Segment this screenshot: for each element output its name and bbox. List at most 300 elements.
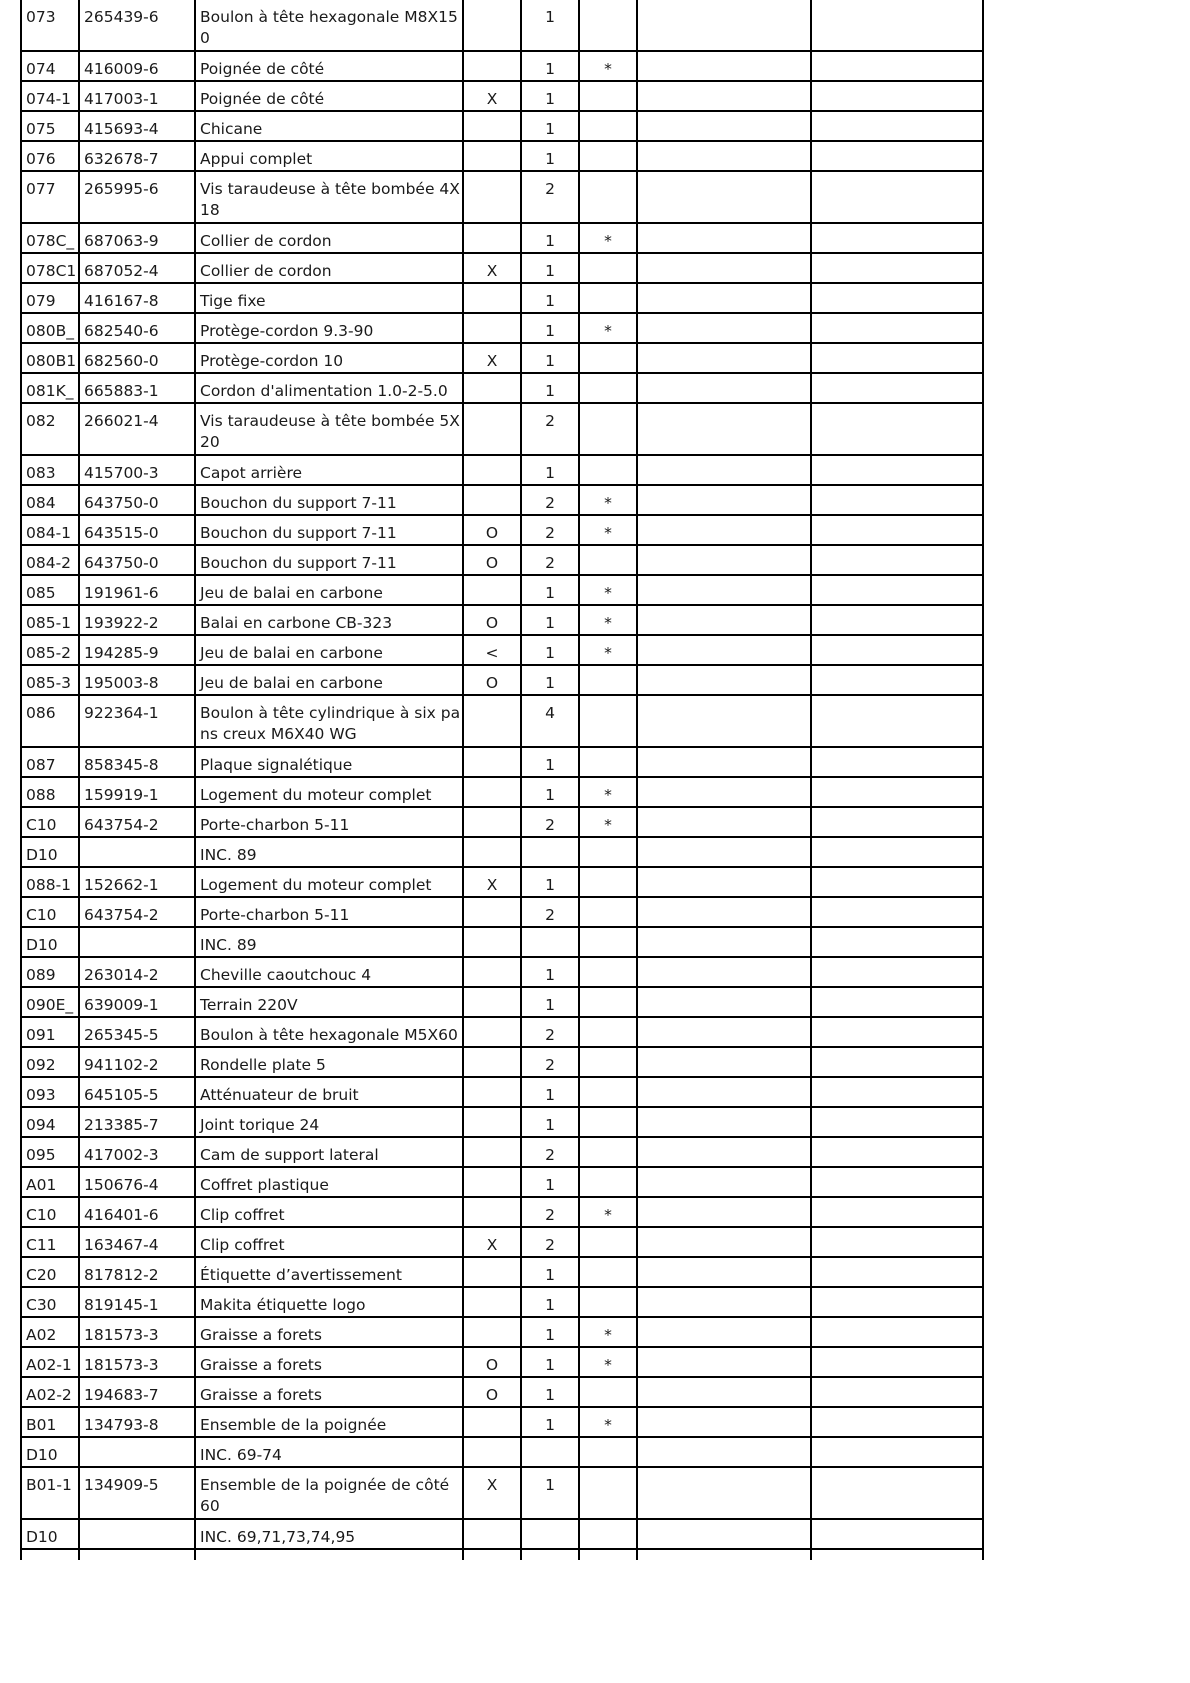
quantity-cell <box>521 403 579 455</box>
part-no-text: 163467-4 <box>84 1236 159 1254</box>
note-text <box>580 1168 636 1175</box>
part-no-text: 265995-6 <box>84 180 159 198</box>
item-no-cell <box>21 1377 79 1407</box>
item-no-cell <box>21 1137 79 1167</box>
marker-text <box>464 1078 520 1085</box>
part-no-text: 265345-5 <box>84 1026 159 1044</box>
part-no-text: 416401-6 <box>84 1206 159 1224</box>
quantity-cell <box>521 1047 579 1077</box>
table-row <box>21 223 983 253</box>
description-cell <box>195 343 463 373</box>
table-row <box>21 403 983 455</box>
item-no-cell <box>21 373 79 403</box>
marker-cell <box>463 403 521 455</box>
blank-col-a-cell <box>637 1519 811 1549</box>
note-text <box>580 1520 636 1527</box>
marker-cell <box>463 575 521 605</box>
quantity-cell <box>521 1377 579 1407</box>
marker-text: X <box>486 876 498 894</box>
note-cell <box>579 1287 637 1317</box>
item-no-text: 092 <box>26 1056 56 1074</box>
table-row <box>21 837 983 867</box>
note-cell <box>579 1467 637 1519</box>
note-text <box>580 254 636 261</box>
blank-col-a-cell <box>637 1197 811 1227</box>
description-text: Makita étiquette logo <box>200 1296 366 1314</box>
quantity-text: 2 <box>545 494 555 512</box>
description-text: Collier de cordon <box>200 232 332 250</box>
blank-col-b-cell <box>811 635 983 665</box>
item-no-text: A02-1 <box>26 1356 72 1374</box>
note-cell <box>579 343 637 373</box>
marker-cell <box>463 747 521 777</box>
note-text: * <box>604 644 612 662</box>
marker-cell <box>463 343 521 373</box>
blank-col-a-cell <box>637 927 811 957</box>
marker-text <box>464 1018 520 1025</box>
quantity-cell <box>521 0 579 51</box>
description-text: Balai en carbone CB-323 <box>200 614 393 632</box>
marker-cell <box>463 1167 521 1197</box>
part-no-cell <box>79 1227 195 1257</box>
item-no-text: 085-1 <box>26 614 72 632</box>
blank-col-b-cell <box>811 1167 983 1197</box>
description-cell <box>195 373 463 403</box>
item-no-text: B01-1 <box>26 1476 72 1494</box>
blank-col-b-cell <box>811 313 983 343</box>
note-text: * <box>604 786 612 804</box>
table-row <box>21 485 983 515</box>
description-text: Bouchon du support 7-11 <box>200 494 397 512</box>
quantity-cell <box>521 253 579 283</box>
description-text: Ensemble de la poignée <box>200 1416 387 1434</box>
quantity-cell <box>521 747 579 777</box>
marker-text <box>464 838 520 845</box>
note-cell <box>579 1047 637 1077</box>
part-no-text: 643754-2 <box>84 906 159 924</box>
marker-cell <box>463 635 521 665</box>
quantity-cell <box>521 897 579 927</box>
part-no-cell <box>79 665 195 695</box>
description-cell <box>195 957 463 987</box>
quantity-cell <box>521 837 579 867</box>
description-cell <box>195 1107 463 1137</box>
item-no-cell <box>21 1017 79 1047</box>
table-row <box>21 1227 983 1257</box>
part-no-text: 415700-3 <box>84 464 159 482</box>
table-row <box>21 927 983 957</box>
marker-text <box>464 1438 520 1445</box>
marker-text <box>464 1048 520 1055</box>
marker-text <box>464 1198 520 1205</box>
description-text: Chicane <box>200 120 263 138</box>
quantity-cell <box>521 485 579 515</box>
blank-col-b-cell <box>811 1137 983 1167</box>
table-row <box>21 1347 983 1377</box>
blank-col-b-cell <box>811 665 983 695</box>
note-text <box>580 374 636 381</box>
part-no-cell <box>79 575 195 605</box>
description-cell <box>195 1317 463 1347</box>
blank-col-b-cell <box>811 1197 983 1227</box>
part-no-cell <box>79 81 195 111</box>
blank-col-a-cell <box>637 1017 811 1047</box>
part-no-cell <box>79 1437 195 1467</box>
item-no-text: C11 <box>26 1236 57 1254</box>
quantity-cell <box>521 545 579 575</box>
blank-col-a-cell <box>637 283 811 313</box>
description-cell <box>195 1077 463 1107</box>
table-row <box>21 575 983 605</box>
part-no-cell <box>79 253 195 283</box>
quantity-cell <box>521 81 579 111</box>
quantity-text: 1 <box>545 322 555 340</box>
table-row <box>21 51 983 81</box>
quantity-cell <box>521 283 579 313</box>
note-text <box>580 344 636 351</box>
part-no-text: 643750-0 <box>84 494 159 512</box>
quantity-text: 2 <box>545 524 555 542</box>
blank-col-a-cell <box>637 665 811 695</box>
part-no-text: 213385-7 <box>84 1116 159 1134</box>
marker-text: X <box>486 352 498 370</box>
note-cell <box>579 1137 637 1167</box>
item-no-cell <box>21 807 79 837</box>
item-no-cell <box>21 987 79 1017</box>
item-no-cell <box>21 777 79 807</box>
marker-cell <box>463 485 521 515</box>
description-cell <box>195 837 463 867</box>
description-cell <box>195 283 463 313</box>
parts-list-sheet <box>20 0 984 1560</box>
note-cell <box>579 1107 637 1137</box>
item-no-text: 080B1 <box>26 352 77 370</box>
note-text <box>580 404 636 411</box>
quantity-cell <box>521 1407 579 1437</box>
blank-col-a-cell <box>637 1347 811 1377</box>
quantity-cell <box>521 373 579 403</box>
part-no-text: 194285-9 <box>84 644 159 662</box>
quantity-text: 2 <box>545 412 555 430</box>
note-text: * <box>604 60 612 78</box>
blank-col-a-cell <box>637 1287 811 1317</box>
description-text: Poignée de côté <box>200 60 325 78</box>
description-cell <box>195 1227 463 1257</box>
quantity-text: 2 <box>545 1206 555 1224</box>
part-no-text: 416009-6 <box>84 60 159 78</box>
quantity-cell <box>521 635 579 665</box>
quantity-cell <box>521 171 579 223</box>
marker-cell <box>463 253 521 283</box>
item-no-cell <box>21 0 79 51</box>
note-text: * <box>604 1326 612 1344</box>
quantity-cell <box>521 1317 579 1347</box>
marker-text <box>464 486 520 493</box>
quantity-cell <box>521 1107 579 1137</box>
part-no-text: 817812-2 <box>84 1266 159 1284</box>
blank-col-b-cell <box>811 1377 983 1407</box>
marker-text <box>464 314 520 321</box>
blank-col-b-cell <box>811 575 983 605</box>
description-cell <box>195 1407 463 1437</box>
item-no-text: D10 <box>26 846 58 864</box>
partial-cell <box>21 1549 79 1560</box>
quantity-text: 2 <box>545 1146 555 1164</box>
quantity-text: 2 <box>545 1236 555 1254</box>
item-no-text: D10 <box>26 936 58 954</box>
quantity-cell <box>521 313 579 343</box>
blank-col-a-cell <box>637 485 811 515</box>
description-cell <box>195 0 463 51</box>
quantity-cell <box>521 1257 579 1287</box>
note-cell <box>579 51 637 81</box>
note-text <box>580 112 636 119</box>
part-no-cell <box>79 695 195 747</box>
part-no-cell <box>79 515 195 545</box>
quantity-text: 1 <box>545 644 555 662</box>
blank-col-b-cell <box>811 111 983 141</box>
description-text: INC. 89 <box>200 846 257 864</box>
marker-text <box>464 1108 520 1115</box>
note-text <box>580 1048 636 1055</box>
item-no-cell <box>21 343 79 373</box>
blank-col-b-cell <box>811 223 983 253</box>
description-cell <box>195 575 463 605</box>
quantity-cell <box>521 807 579 837</box>
blank-col-b-cell <box>811 515 983 545</box>
table-row <box>21 111 983 141</box>
description-cell <box>195 867 463 897</box>
blank-col-a-cell <box>637 807 811 837</box>
description-cell <box>195 1347 463 1377</box>
note-text: * <box>604 232 612 250</box>
note-cell <box>579 1197 637 1227</box>
blank-col-b-cell <box>811 403 983 455</box>
marker-text: O <box>485 674 499 692</box>
description-text: Graisse a forets <box>200 1326 322 1344</box>
table-row <box>21 635 983 665</box>
description-text: INC. 69,71,73,74,95 <box>200 1528 356 1546</box>
blank-col-b-cell <box>811 605 983 635</box>
marker-cell <box>463 1467 521 1519</box>
note-cell <box>579 987 637 1017</box>
description-cell <box>195 777 463 807</box>
quantity-text: 1 <box>545 1116 555 1134</box>
marker-cell <box>463 807 521 837</box>
blank-col-b-cell <box>811 485 983 515</box>
note-text <box>580 666 636 673</box>
table-row-partial <box>21 1549 983 1560</box>
description-cell <box>195 1377 463 1407</box>
part-no-text: 134909-5 <box>84 1476 159 1494</box>
blank-col-b-cell <box>811 0 983 51</box>
table-row <box>21 171 983 223</box>
blank-col-a-cell <box>637 837 811 867</box>
item-no-cell <box>21 635 79 665</box>
part-no-cell <box>79 283 195 313</box>
quantity-text: 1 <box>545 1416 555 1434</box>
blank-col-a-cell <box>637 1107 811 1137</box>
note-cell <box>579 837 637 867</box>
marker-cell <box>463 373 521 403</box>
part-no-text <box>84 1520 194 1527</box>
table-row <box>21 695 983 747</box>
table-row <box>21 1167 983 1197</box>
marker-cell <box>463 0 521 51</box>
part-no-text: 266021-4 <box>84 412 159 430</box>
note-cell <box>579 747 637 777</box>
blank-col-a-cell <box>637 313 811 343</box>
part-no-cell <box>79 313 195 343</box>
table-row <box>21 747 983 777</box>
table-row <box>21 807 983 837</box>
blank-col-a-cell <box>637 575 811 605</box>
blank-col-a-cell <box>637 343 811 373</box>
part-no-cell <box>79 373 195 403</box>
description-text: Ensemble de la poignée de côté 60 <box>200 1476 450 1515</box>
quantity-cell <box>521 1137 579 1167</box>
part-no-text: 858345-8 <box>84 756 159 774</box>
quantity-cell <box>521 343 579 373</box>
blank-col-b-cell <box>811 1437 983 1467</box>
marker-text: X <box>486 262 498 280</box>
description-text: Poignée de côté <box>200 90 325 108</box>
blank-col-b-cell <box>811 897 983 927</box>
marker-text <box>464 142 520 149</box>
description-text: Boulon à tête hexagonale M5X60 <box>200 1026 458 1044</box>
description-text: Tige fixe <box>200 292 266 310</box>
note-text <box>580 1288 636 1295</box>
part-no-cell <box>79 1519 195 1549</box>
blank-col-b-cell <box>811 1347 983 1377</box>
quantity-cell <box>521 1227 579 1257</box>
item-no-text: 073 <box>26 8 56 26</box>
quantity-text: 1 <box>545 876 555 894</box>
note-cell <box>579 1437 637 1467</box>
note-cell <box>579 141 637 171</box>
quantity-text: 1 <box>545 150 555 168</box>
item-no-cell <box>21 1257 79 1287</box>
note-text <box>580 1018 636 1025</box>
part-no-cell <box>79 171 195 223</box>
item-no-text: 081K_ <box>26 382 74 400</box>
marker-text <box>464 172 520 179</box>
marker-cell <box>463 223 521 253</box>
note-cell <box>579 253 637 283</box>
description-text: Logement du moteur complet <box>200 876 432 894</box>
quantity-cell <box>521 777 579 807</box>
item-no-cell <box>21 957 79 987</box>
blank-col-b-cell <box>811 837 983 867</box>
blank-col-b-cell <box>811 867 983 897</box>
description-text: Clip coffret <box>200 1236 285 1254</box>
marker-text <box>464 404 520 411</box>
marker-text <box>464 576 520 583</box>
description-text: Graisse a forets <box>200 1386 322 1404</box>
note-text: * <box>604 494 612 512</box>
part-no-text: 134793-8 <box>84 1416 159 1434</box>
item-no-cell <box>21 927 79 957</box>
part-no-cell <box>79 867 195 897</box>
blank-col-a-cell <box>637 0 811 51</box>
item-no-text: D10 <box>26 1528 58 1546</box>
item-no-text: D10 <box>26 1446 58 1464</box>
blank-col-a-cell <box>637 253 811 283</box>
item-no-cell <box>21 253 79 283</box>
part-no-text: 193922-2 <box>84 614 159 632</box>
item-no-text: 084-1 <box>26 524 72 542</box>
description-text: Boulon à tête cylindrique à six pa ns creux M6X40 WG <box>200 704 461 743</box>
blank-col-a-cell <box>637 403 811 455</box>
marker-cell <box>463 1047 521 1077</box>
note-text <box>580 284 636 291</box>
quantity-text: 1 <box>545 1296 555 1314</box>
part-no-cell <box>79 1167 195 1197</box>
table-row <box>21 1077 983 1107</box>
description-cell <box>195 1519 463 1549</box>
note-cell <box>579 1407 637 1437</box>
note-text: * <box>604 1206 612 1224</box>
description-text: Cordon d'alimentation 1.0-2-5.0 <box>200 382 448 400</box>
table-row <box>21 867 983 897</box>
item-no-cell <box>21 1197 79 1227</box>
description-text: Étiquette d’avertissement <box>200 1266 402 1284</box>
item-no-cell <box>21 545 79 575</box>
description-cell <box>195 403 463 455</box>
blank-col-a-cell <box>637 897 811 927</box>
part-no-text: 665883-1 <box>84 382 159 400</box>
description-text: INC. 89 <box>200 936 257 954</box>
description-text: Bouchon du support 7-11 <box>200 554 397 572</box>
marker-cell <box>463 81 521 111</box>
marker-text <box>464 928 520 935</box>
note-cell <box>579 635 637 665</box>
item-no-cell <box>21 665 79 695</box>
quantity-text: 1 <box>545 966 555 984</box>
quantity-cell <box>521 867 579 897</box>
quantity-text: 1 <box>545 614 555 632</box>
marker-cell <box>463 1347 521 1377</box>
quantity-text: 1 <box>545 786 555 804</box>
description-cell <box>195 51 463 81</box>
partial-cell <box>463 1549 521 1560</box>
description-cell <box>195 515 463 545</box>
item-no-cell <box>21 1107 79 1137</box>
item-no-text: C10 <box>26 816 57 834</box>
marker-cell <box>463 605 521 635</box>
note-text: * <box>604 614 612 632</box>
partial-cell <box>195 1549 463 1560</box>
marker-text <box>464 898 520 905</box>
blank-col-a-cell <box>637 1467 811 1519</box>
part-no-text: 639009-1 <box>84 996 159 1014</box>
table-row <box>21 1437 983 1467</box>
quantity-cell <box>521 1197 579 1227</box>
quantity-cell <box>521 1077 579 1107</box>
table-row <box>21 897 983 927</box>
quantity-text: 1 <box>545 352 555 370</box>
note-cell <box>579 1017 637 1047</box>
note-text <box>580 696 636 703</box>
table-row <box>21 283 983 313</box>
item-no-cell <box>21 1227 79 1257</box>
blank-col-a-cell <box>637 455 811 485</box>
note-cell <box>579 957 637 987</box>
blank-col-a-cell <box>637 141 811 171</box>
part-no-cell <box>79 1287 195 1317</box>
blank-col-b-cell <box>811 1317 983 1347</box>
note-text <box>580 868 636 875</box>
